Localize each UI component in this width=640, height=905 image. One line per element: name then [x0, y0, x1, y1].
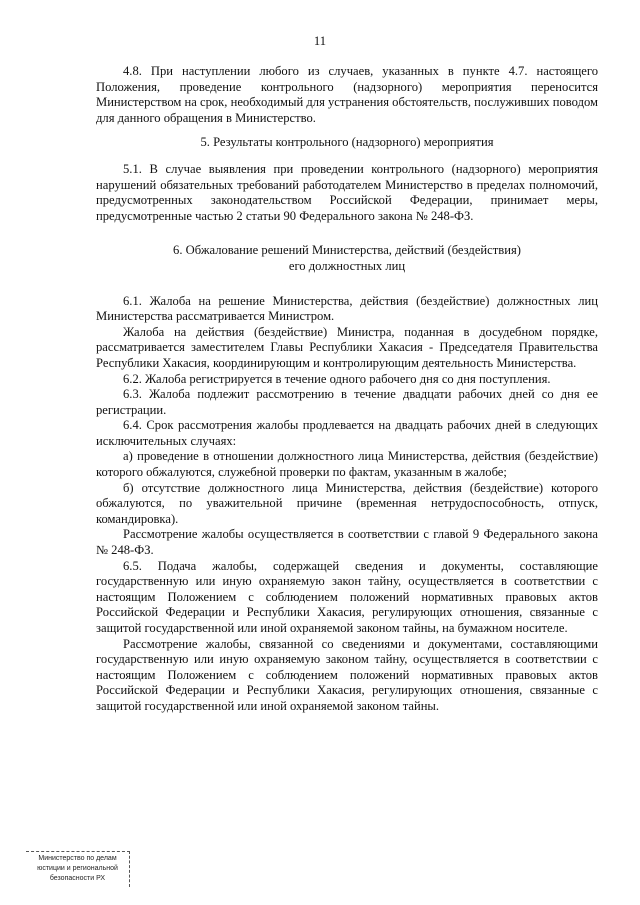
- paragraph-6-1: 6.1. Жалоба на решение Министерства, действия (бездействие) должностных лиц Министерства рассматривается Министром.: [96, 293, 598, 324]
- paragraph-6-5-b: Рассмотрение жалобы, связанной со сведениями и документами, составляющими государственную или иную охраняемую законом тайну, осуществляется в соответствии с настоящим Положением с соблюдением положений нормативных правовых актов Российской Федерации и Республики Хакасия, регулирующих отношения, связанные с защитой государственной или иной охраняемой законом тайны.: [96, 636, 598, 713]
- paragraph-6-4: 6.4. Срок рассмотрения жалобы продлевается на двадцать рабочих дней в следующих исключительных случаях:: [96, 418, 598, 448]
- stamp-line2: юстиции и региональной: [37, 865, 118, 872]
- paragraph-6-4-c: Рассмотрение жалобы осуществляется в соответствии с главой 9 Федерального закона № 248-ФЗ.: [96, 527, 598, 558]
- stamp-line1: Министерство по делам: [38, 855, 117, 862]
- paragraph-6-4-a: а) проведение в отношении должностного лица Министерства, действия (бездействие) которого обжалуются, служебной проверки по фактам, указанным в жалобе;: [96, 449, 598, 480]
- paragraph-6-1-b: Жалоба на действия (бездействие) Министра, поданная в досудебном порядке, рассматривается заместителем Главы Республики Хакасия - Председателя Правительства Республики Хакасия, координирующим и контролирующим деятельность Министерства.: [96, 324, 598, 370]
- paragraph-6-5: 6.5. Подача жалобы, содержащей сведения и документы, составляющие государственную или иную охраняемую закон тайну, осуществляется в соответствии с настоящим Положением с соблюдением положений нормативных правовых актов Российской Федерации и Республики Хакасия, регулирующих отношения, связанные с защитой государственной или иной охраняемой законом тайны, на бумажном носителе.: [96, 558, 598, 635]
- section-6-heading-line1: 6. Обжалование решений Министерства, действий (бездействия): [173, 243, 521, 258]
- paragraph-6-4-b: б) отсутствие должностного лица Министерства, действия (бездействие) которого обжалуются, по уважительной причине (временная нетрудоспособность, отпуск, командировка).: [96, 480, 598, 526]
- section-6-heading: [96, 243, 598, 274]
- paragraph-6-3: 6.3. Жалоба подлежит рассмотрению в течение двадцати рабочих дней со дня ее регистрации.: [96, 387, 598, 417]
- section-5-heading: 5. Результаты контрольного (надзорного) мероприятия: [200, 135, 494, 150]
- section-6-heading-line2: его должностных лиц: [288, 258, 406, 273]
- paragraph-5-1: 5.1. В случае выявления при проведении контрольного (надзорного) мероприятия нарушений обязательных требований работодателем Министерство в пределах полномочий, предусмотренных законодательством Российской Федерации, принимает меры, предусмотренные частью 2 статьи 90 Федерального закона № 248-ФЗ.: [96, 161, 598, 223]
- ministry-stamp: [26, 851, 130, 887]
- page-number: 11: [313, 34, 327, 48]
- paragraph-4-8: 4.8. При наступлении любого из случаев, указанных в пункте 4.7. настоящего Положения, проведение контрольного (надзорного) мероприятия переносится Министерством на срок, необходимый для устранения обстоятельств, послуживших поводом для данного обращения в Министерство.: [96, 64, 599, 125]
- document-body: [96, 64, 598, 715]
- paragraph-6-2: 6.2. Жалоба регистрируется в течение одного рабочего дня со дня поступления.: [123, 371, 551, 386]
- stamp-line3: безопасности РХ: [49, 875, 106, 882]
